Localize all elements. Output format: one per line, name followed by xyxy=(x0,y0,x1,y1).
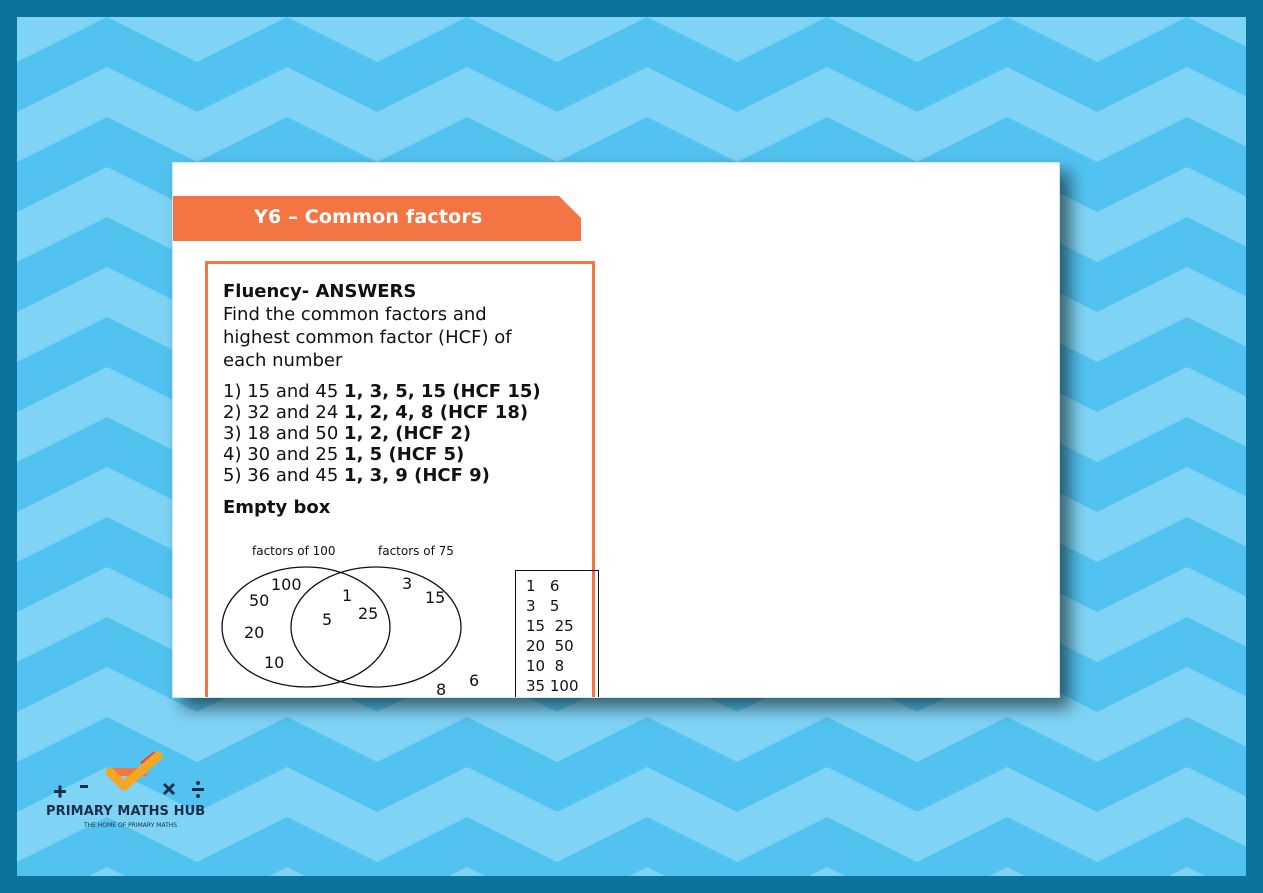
question-answer: 1, 2, 4, 8 (HCF 18) xyxy=(344,402,529,423)
venn-right-label: factors of 75 xyxy=(378,544,454,558)
title-banner xyxy=(173,196,581,241)
venn-number: 100 xyxy=(271,575,302,594)
instruction-line: Find the common factors and xyxy=(223,304,487,325)
empty-box-heading: Empty box xyxy=(223,497,331,518)
venn-number: 25 xyxy=(358,604,379,623)
venn-number: 5 xyxy=(322,610,333,629)
logo-name: PRIMARY MATHS HUB xyxy=(46,804,206,819)
question-prompt: 3) 18 and 50 xyxy=(223,423,345,444)
question-prompt: 2) 32 and 24 xyxy=(223,402,345,423)
question-answer: 1, 3, 5, 15 (HCF 15) xyxy=(344,381,541,402)
venn-number: 15 xyxy=(425,588,446,607)
logo-tagline: THE HOME OF PRIMARY MATHS xyxy=(84,822,178,829)
number-box-row: 1 6 xyxy=(526,577,560,595)
number-box-row: 10 8 xyxy=(526,657,565,675)
venn-number: 8 xyxy=(436,680,447,698)
question-answer: 1, 3, 9 (HCF 9) xyxy=(344,465,490,486)
worksheet-title: Y6 – Common factors xyxy=(254,206,483,228)
instruction-line: highest common factor (HCF) of xyxy=(223,327,512,348)
question-answer: 1, 5 (HCF 5) xyxy=(344,444,465,465)
number-box-row: 3 5 xyxy=(526,597,560,615)
venn-number: 6 xyxy=(469,671,480,690)
number-box-row: 35 100 xyxy=(526,677,579,695)
primary-maths-hub-logo xyxy=(40,750,230,840)
question-prompt: 4) 30 and 25 xyxy=(223,444,345,465)
venn-number: 10 xyxy=(264,653,285,672)
venn-number: 1 xyxy=(342,586,353,605)
venn-number: 3 xyxy=(402,574,413,593)
number-box xyxy=(515,570,599,698)
question-prompt: 5) 36 and 45 xyxy=(223,465,345,486)
venn-number: 50 xyxy=(249,591,270,610)
fluency-heading: Fluency- ANSWERS xyxy=(223,281,417,302)
venn-number: 20 xyxy=(244,623,265,642)
answer-card xyxy=(205,261,595,698)
instruction-line: each number xyxy=(223,350,343,371)
number-box-row: 15 25 xyxy=(526,617,574,635)
venn-left-label: factors of 100 xyxy=(252,544,336,558)
question-answer: 1, 2, (HCF 2) xyxy=(344,423,472,444)
question-prompt: 1) 15 and 45 xyxy=(223,381,345,402)
venn-circle-right xyxy=(291,567,461,687)
number-box-row: 20 50 xyxy=(526,637,574,655)
worksheet-preview xyxy=(172,162,1060,698)
